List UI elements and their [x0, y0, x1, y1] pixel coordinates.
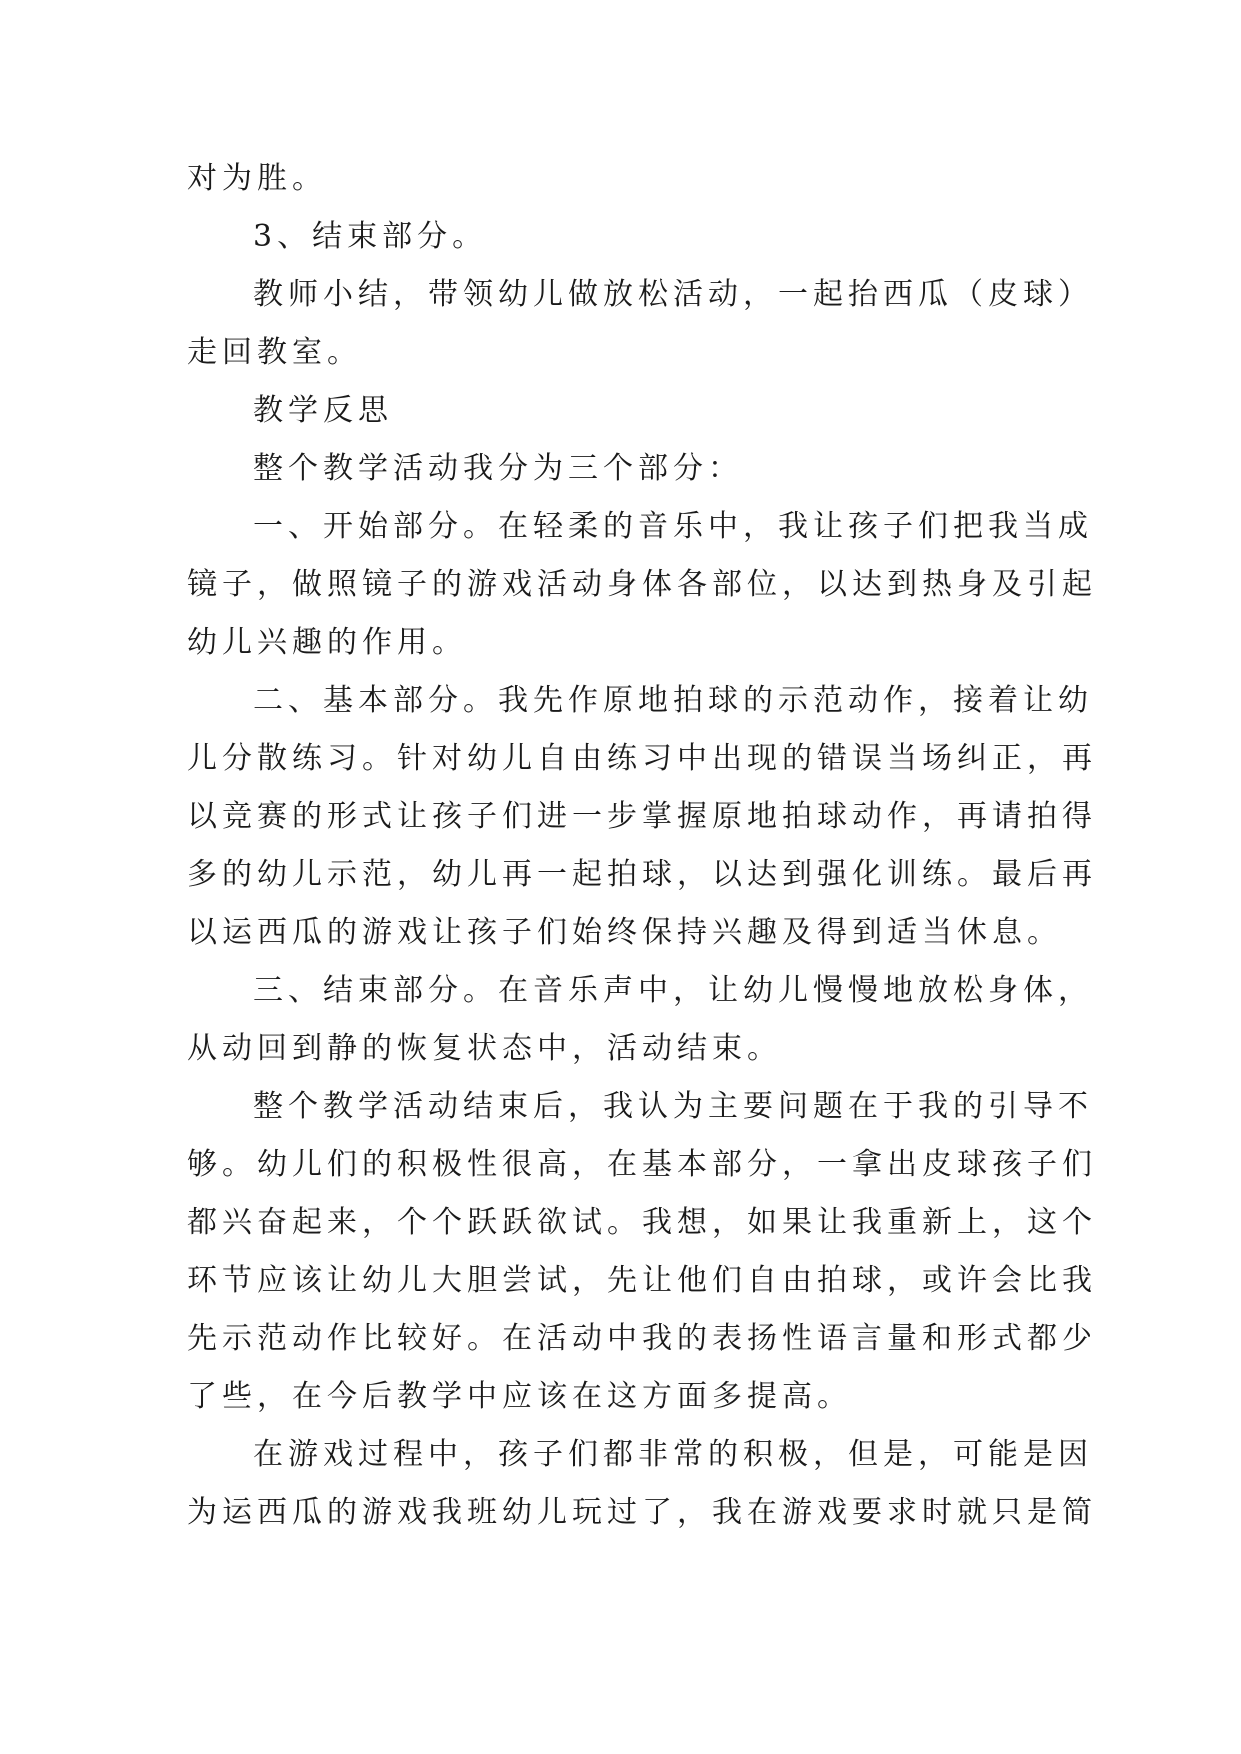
document-body [187, 150, 1097, 1542]
text-line: 够。幼儿们的积极性很高，在基本部分，一拿出皮球孩子们 [187, 1147, 1097, 1182]
section-heading: 3、结束部分。 [253, 219, 488, 254]
text-line: 为运西瓜的游戏我班幼儿玩过了，我在游戏要求时就只是简 [187, 1495, 1097, 1530]
text-line: 一、开始部分。在轻柔的音乐中，我让孩子们把我当成 [253, 509, 1093, 544]
text-line: 以运西瓜的游戏让孩子们始终保持兴趣及得到适当休息。 [187, 915, 1062, 950]
text-line: 教师小结，带领幼儿做放松活动，一起抬西瓜（皮球） [253, 277, 1093, 312]
text-line: 都兴奋起来，个个跃跃欲试。我想，如果让我重新上，这个 [187, 1205, 1097, 1240]
text-line: 以竞赛的形式让孩子们进一步掌握原地拍球动作，再请拍得 [187, 799, 1097, 834]
section-heading: 教学反思 [253, 393, 393, 428]
text-line: 整个教学活动结束后，我认为主要问题在于我的引导不 [253, 1089, 1093, 1124]
text-line: 二、基本部分。我先作原地拍球的示范动作，接着让幼 [253, 683, 1093, 718]
text-line: 了些，在今后教学中应该在这方面多提高。 [187, 1379, 852, 1414]
text-line: 整个教学活动我分为三个部分： [253, 451, 743, 486]
text-line: 多的幼儿示范，幼儿再一起拍球，以达到强化训练。最后再 [187, 857, 1097, 892]
text-line: 儿分散练习。针对幼儿自由练习中出现的错误当场纠正，再 [187, 741, 1097, 776]
text-line: 镜子，做照镜子的游戏活动身体各部位，以达到热身及引起 [187, 567, 1097, 602]
text-line: 三、结束部分。在音乐声中，让幼儿慢慢地放松身体， [253, 973, 1093, 1008]
text-line: 对为胜。 [187, 161, 327, 196]
text-line: 从动回到静的恢复状态中，活动结束。 [187, 1031, 782, 1066]
text-line: 走回教室。 [187, 335, 362, 370]
text-line: 在游戏过程中，孩子们都非常的积极，但是，可能是因 [253, 1437, 1093, 1472]
text-line: 先示范动作比较好。在活动中我的表扬性语言量和形式都少 [187, 1321, 1097, 1356]
text-line: 环节应该让幼儿大胆尝试，先让他们自由拍球，或许会比我 [187, 1263, 1097, 1298]
text-line: 幼儿兴趣的作用。 [187, 625, 467, 660]
